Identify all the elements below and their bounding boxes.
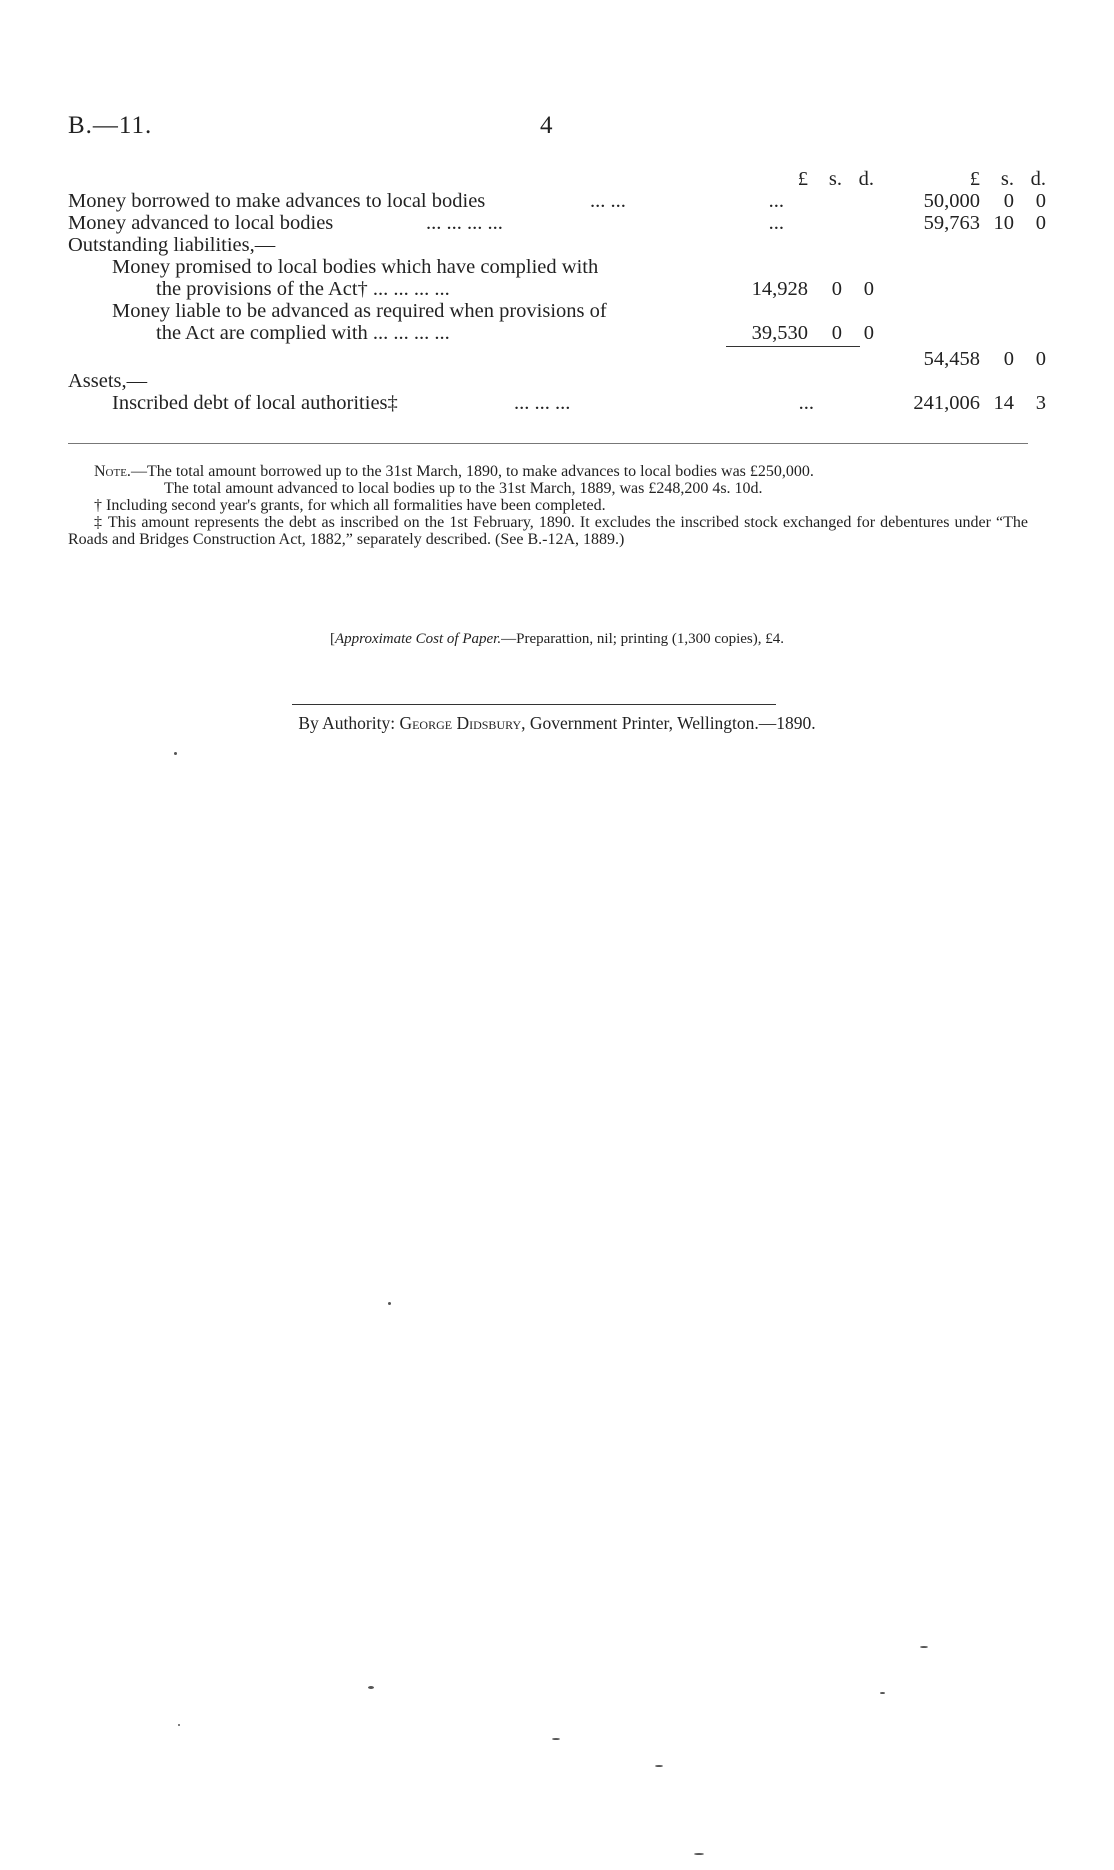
table-row-subtotal [68,348,1046,370]
section-outstanding [68,234,1028,256]
amount-shillings: 0 [831,278,842,300]
amount-shillings: 0 [831,322,842,344]
table-row-liable-line1 [68,300,1028,322]
authority-rule [292,704,776,705]
amount-pence: 3 [1035,392,1046,414]
row-label: Money promised to local bodies which have complied with [112,256,599,278]
amount-pounds: 241,006 [913,392,980,414]
section-heading: Assets,— [68,370,148,392]
section-heading: Outstanding liabilities,— [68,234,276,256]
amount-shillings: 0 [1003,348,1014,370]
col1-placeholder: ... [768,190,784,212]
paper-reference: B.—11. [68,112,153,139]
note-label: Note. [94,463,131,480]
col2-pence-header: d. [1030,168,1046,190]
subtotal-rule [726,346,860,347]
printer-name: George Didsbury [399,713,522,733]
cost-text: —Preparattion, nil; printing (1,300 copies), £4. [501,631,784,647]
amount-shillings: 0 [1003,190,1014,212]
scan-speck [178,1724,180,1726]
table-row-liable [68,322,1028,344]
row-label: Money liable to be advanced as required when provisions of [112,300,607,322]
col1-shillings-header: s. [828,168,842,190]
col1-pounds-header: £ [797,168,808,190]
amount-pounds: 59,763 [923,212,980,234]
leader-dots: ... ... [590,190,626,212]
double-dagger-footnote: ‡ This amount represents the debt as inscribed on the 1st February, 1890. It excludes the inscribed stock exchanged for debentures under “The Roads and Bridges Construction Act, 1882,” separately described. (See B.-12A, 1889.) [68,514,1028,548]
amount-pence: 0 [863,322,874,344]
dagger-footnote: † Including second year's grants, for which all formalities have been completed. [94,497,606,514]
row-label-continued: the provisions of the Act† ... ... ... ... [156,278,450,300]
financial-statement-table [68,168,1046,414]
authority-suffix: , Government Printer, Wellington.—1890. [521,713,816,733]
row-label: Money advanced to local bodies [68,212,334,234]
cost-of-paper: [Approximate Cost of Paper.—Preparattion, nil; printing (1,300 copies), £4. [330,631,784,647]
col2-pounds-header: £ [969,168,980,190]
amount-pence: 0 [1035,348,1046,370]
scan-speck [694,1853,704,1855]
leader-dots: ... ... ... ... [426,212,503,234]
amount-pounds: 14,928 [751,278,808,300]
page-number: 4 [540,112,553,139]
col1-pence-header: d. [858,168,874,190]
note-text: —The total amount borrowed up to the 31st March, 1890, to make advances to local bodies was £250,000. [130,463,814,480]
scan-speck [174,752,177,755]
table-row-promised-line1 [68,256,1028,278]
note-second-line: The total amount advanced to local bodies up to the 31st March, 1889, was £248,200 4s. 10d. [164,480,763,497]
row-label-continued: the Act are complied with ... ... ... ... [156,322,450,344]
scan-speck [368,1686,374,1689]
row-label: Inscribed debt of local authorities‡ [112,392,398,414]
col2-shillings-header: s. [1000,168,1014,190]
amount-pounds: 39,530 [751,322,808,344]
amount-shillings: 10 [993,212,1014,234]
table-row-advanced [68,212,1046,234]
scan-speck [552,1738,560,1740]
printer-authority [0,713,1114,734]
amount-pounds: 50,000 [923,190,980,212]
authority-prefix: By Authority: [298,713,400,733]
section-assets [68,370,1028,392]
scan-speck [655,1765,663,1767]
table-row-borrowed [68,190,1046,212]
row-label: Money borrowed to make advances to local bodies [68,190,486,212]
currency-header-row [68,168,1046,190]
table-row-promised [68,278,1028,300]
scan-speck [880,1692,885,1694]
amount-pounds: 54,458 [923,348,980,370]
scan-speck [388,1302,391,1305]
cost-label: Approximate Cost of Paper. [335,631,502,647]
amount-pence: 0 [1035,190,1046,212]
amount-pence: 0 [863,278,874,300]
col1-placeholder: ... [768,212,784,234]
amount-pence: 0 [1035,212,1046,234]
section-divider [68,443,1028,444]
footnotes [68,463,1028,548]
col1-placeholder: ... [798,392,814,414]
leader-dots: ... ... ... [514,392,571,414]
scan-speck [920,1646,928,1648]
amount-shillings: 14 [993,392,1014,414]
note-paragraph [68,463,1028,480]
table-row-inscribed [68,392,1046,414]
